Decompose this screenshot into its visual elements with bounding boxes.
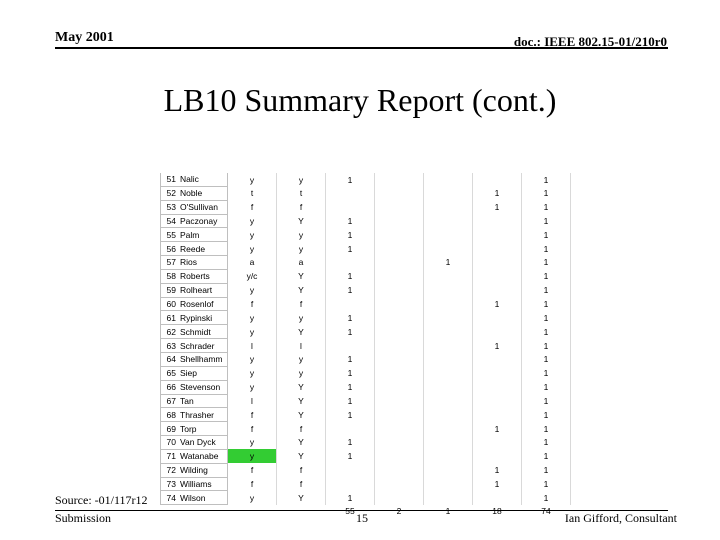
table-cell: 1	[522, 436, 571, 450]
table-cell: 1	[326, 311, 375, 325]
table-row	[161, 380, 571, 394]
table-cell: y/c	[228, 269, 277, 283]
row-number: 51	[161, 173, 179, 186]
table-row	[161, 325, 571, 339]
table-cell	[375, 186, 424, 200]
footer-source: Source: -01/117r12	[55, 493, 148, 507]
table-cell	[424, 297, 473, 311]
table-cell: 1	[522, 228, 571, 242]
row-number: 74	[161, 491, 179, 505]
table-cell	[375, 269, 424, 283]
footer-submission: Submission	[55, 511, 112, 525]
row-number: 61	[161, 311, 179, 325]
row-number: 56	[161, 242, 179, 256]
voter-name: Schmidt	[178, 325, 228, 339]
table-cell: 1	[473, 477, 522, 491]
table-row	[161, 214, 571, 228]
table-cell	[375, 394, 424, 408]
table-row	[161, 491, 571, 505]
table-cell: y	[277, 311, 326, 325]
row-number: 71	[161, 449, 179, 463]
table-cell: 1	[522, 449, 571, 463]
table-cell	[424, 491, 473, 505]
table-cell: 1	[326, 408, 375, 422]
voter-name: O'Sullivan	[178, 200, 228, 214]
row-number: 54	[161, 214, 179, 228]
table-cell: 1	[473, 339, 522, 353]
table-row	[161, 339, 571, 353]
header-rule	[55, 47, 668, 49]
table-cell	[375, 325, 424, 339]
table-cell: f	[277, 463, 326, 477]
table-cell: 1	[522, 491, 571, 505]
table-cell	[473, 242, 522, 256]
row-number: 69	[161, 422, 179, 436]
table-cell	[375, 311, 424, 325]
table-cell	[424, 242, 473, 256]
table-row	[161, 228, 571, 242]
table-row	[161, 422, 571, 436]
voter-name: Wilson	[178, 491, 228, 505]
table-row	[161, 352, 571, 366]
table-cell: 1	[326, 269, 375, 283]
table-cell	[375, 228, 424, 242]
table-cell: Y	[277, 436, 326, 450]
table-cell: 1	[522, 463, 571, 477]
table-cell	[473, 256, 522, 270]
row-number: 57	[161, 256, 179, 270]
table-cell	[424, 214, 473, 228]
row-number: 59	[161, 283, 179, 297]
table-cell: f	[228, 477, 277, 491]
table-cell: y	[228, 242, 277, 256]
total-cell: 2	[396, 506, 402, 517]
table-cell	[424, 477, 473, 491]
table-cell: y	[277, 242, 326, 256]
table-cell: y	[228, 380, 277, 394]
table-cell: 1	[522, 352, 571, 366]
table-row	[161, 200, 571, 214]
table-cell: 1	[522, 200, 571, 214]
table-row	[161, 394, 571, 408]
table-cell: 1	[326, 228, 375, 242]
table-cell	[424, 269, 473, 283]
table-cell	[326, 186, 375, 200]
table-cell: 1	[522, 408, 571, 422]
table-cell: 1	[522, 394, 571, 408]
table-cell	[473, 491, 522, 505]
voter-name: Nalic	[178, 173, 228, 186]
table-cell	[375, 436, 424, 450]
table-cell: y	[277, 366, 326, 380]
table-cell	[326, 422, 375, 436]
table-cell: 1	[522, 269, 571, 283]
voter-name: Siep	[178, 366, 228, 380]
table-cell: t	[277, 186, 326, 200]
row-number: 62	[161, 325, 179, 339]
table-cell	[375, 491, 424, 505]
total-cell: 1	[445, 506, 451, 517]
voter-name: Van Dyck	[178, 436, 228, 450]
voter-name: Shellhamm	[178, 352, 228, 366]
table-cell: 1	[522, 186, 571, 200]
table-cell	[326, 297, 375, 311]
table-cell	[473, 408, 522, 422]
table-row	[161, 477, 571, 491]
table-cell	[473, 269, 522, 283]
row-number: 58	[161, 269, 179, 283]
row-number: 52	[161, 186, 179, 200]
table-cell: y	[228, 491, 277, 505]
voter-name: Roberts	[178, 269, 228, 283]
table-cell: y	[228, 325, 277, 339]
table-cell: 1	[326, 394, 375, 408]
table-row	[161, 366, 571, 380]
table-cell: 1	[522, 422, 571, 436]
table-cell: f	[228, 422, 277, 436]
table-cell: y	[228, 311, 277, 325]
table-row	[161, 242, 571, 256]
voter-name: Reede	[178, 242, 228, 256]
table-cell	[375, 408, 424, 422]
table-cell: y	[228, 436, 277, 450]
table-cell: f	[228, 463, 277, 477]
table-cell	[375, 242, 424, 256]
table-row	[161, 269, 571, 283]
table-cell	[473, 394, 522, 408]
table-cell: Y	[277, 394, 326, 408]
footer-author: Ian Gifford, Consultant	[564, 511, 677, 525]
table-cell: 1	[326, 352, 375, 366]
table-cell: 1	[424, 256, 473, 270]
voter-name: Torp	[178, 422, 228, 436]
table-cell: 1	[326, 491, 375, 505]
row-number: 64	[161, 352, 179, 366]
table-cell	[424, 339, 473, 353]
table-cell	[326, 463, 375, 477]
table-cell: 1	[522, 366, 571, 380]
table-cell	[424, 366, 473, 380]
table-cell	[326, 256, 375, 270]
table-cell	[424, 173, 473, 186]
table-cell	[473, 352, 522, 366]
row-number: 72	[161, 463, 179, 477]
table-cell: y	[277, 228, 326, 242]
table-row	[161, 297, 571, 311]
table-cell: Y	[277, 449, 326, 463]
table-cell	[424, 394, 473, 408]
row-number: 60	[161, 297, 179, 311]
table-cell: 1	[522, 256, 571, 270]
table-cell	[424, 325, 473, 339]
table-cell: Y	[277, 408, 326, 422]
table-row	[161, 186, 571, 200]
table-cell: y	[228, 366, 277, 380]
table-cell: Y	[277, 325, 326, 339]
table-cell	[424, 311, 473, 325]
table-cell: Y	[277, 283, 326, 297]
table-cell: f	[228, 200, 277, 214]
row-number: 67	[161, 394, 179, 408]
voter-name: Williams	[178, 477, 228, 491]
voter-name: Tan	[178, 394, 228, 408]
table-cell	[375, 366, 424, 380]
table-cell: 1	[522, 214, 571, 228]
empty-cell	[161, 505, 179, 518]
row-number: 65	[161, 366, 179, 380]
table-cell: a	[277, 256, 326, 270]
table-row	[161, 449, 571, 463]
page-number: 15	[356, 511, 368, 525]
table-cell: f	[277, 477, 326, 491]
table-cell	[375, 422, 424, 436]
table-cell	[473, 436, 522, 450]
table-cell	[424, 449, 473, 463]
table-cell	[375, 477, 424, 491]
table-cell: 1	[522, 173, 571, 186]
table-cell	[375, 173, 424, 186]
voter-name: Wilding	[178, 463, 228, 477]
table-row	[161, 463, 571, 477]
table-row	[161, 283, 571, 297]
table-cell: t	[228, 186, 277, 200]
table-cell: y	[228, 214, 277, 228]
table-cell: y	[228, 352, 277, 366]
table-cell	[424, 422, 473, 436]
table-cell: 1	[326, 436, 375, 450]
voter-name: Rypinski	[178, 311, 228, 325]
row-number: 63	[161, 339, 179, 353]
table-cell: y	[277, 352, 326, 366]
table-cell: y	[277, 173, 326, 186]
table-cell	[375, 339, 424, 353]
table-cell	[473, 449, 522, 463]
table-cell	[326, 200, 375, 214]
table-cell: 1	[473, 186, 522, 200]
slide-title: LB10 Summary Report (cont.)	[163, 82, 557, 118]
voter-name: Palm	[178, 228, 228, 242]
table-cell	[473, 380, 522, 394]
table-cell: f	[228, 297, 277, 311]
empty-cell	[178, 505, 228, 518]
empty-cell	[228, 505, 277, 518]
table-cell	[326, 339, 375, 353]
table-row	[161, 408, 571, 422]
table-cell: l	[228, 394, 277, 408]
voter-name: Rios	[178, 256, 228, 270]
row-number: 55	[161, 228, 179, 242]
table-cell	[473, 311, 522, 325]
table-cell	[375, 352, 424, 366]
table-row	[161, 436, 571, 450]
table-cell: 1	[522, 242, 571, 256]
header-date: May 2001	[55, 30, 114, 45]
table-cell	[424, 463, 473, 477]
voter-name: Thrasher	[178, 408, 228, 422]
row-number: 68	[161, 408, 179, 422]
table-cell: 1	[522, 380, 571, 394]
table-cell: f	[228, 408, 277, 422]
table-cell: Y	[277, 269, 326, 283]
table-cell	[424, 200, 473, 214]
table-cell: l	[277, 339, 326, 353]
table-cell: Y	[277, 380, 326, 394]
voter-name: Noble	[178, 186, 228, 200]
table-cell	[424, 352, 473, 366]
voter-name: Rolheart	[178, 283, 228, 297]
table-cell: 1	[326, 173, 375, 186]
table-cell	[473, 173, 522, 186]
voter-name: Rosenlof	[178, 297, 228, 311]
table-cell: y	[228, 173, 277, 186]
table-cell	[326, 477, 375, 491]
table-cell: 1	[522, 283, 571, 297]
table-cell: 1	[522, 311, 571, 325]
table-cell: 1	[473, 297, 522, 311]
table-cell: f	[277, 422, 326, 436]
row-number: 70	[161, 436, 179, 450]
table-cell: y	[228, 283, 277, 297]
summary-table	[160, 173, 571, 518]
table-cell	[375, 283, 424, 297]
row-number: 53	[161, 200, 179, 214]
voter-name: Schrader	[178, 339, 228, 353]
table-cell: f	[277, 297, 326, 311]
table-cell	[375, 214, 424, 228]
table-cell: 1	[522, 297, 571, 311]
voter-name: Paczonay	[178, 214, 228, 228]
table-cell: 1	[326, 449, 375, 463]
voter-name: Stevenson	[178, 380, 228, 394]
table-cell: 1	[326, 283, 375, 297]
table-cell	[473, 214, 522, 228]
table-cell	[424, 228, 473, 242]
table-cell	[473, 228, 522, 242]
table-cell: 1	[326, 366, 375, 380]
table-row	[161, 256, 571, 270]
header-doc-id: doc.: IEEE 802.15-01/210r0	[513, 34, 667, 49]
table-cell: 1	[522, 339, 571, 353]
table-cell	[473, 325, 522, 339]
table-cell: 1	[522, 477, 571, 491]
table-cell	[375, 297, 424, 311]
table-cell	[424, 186, 473, 200]
total-cell: 55	[345, 506, 355, 517]
table-cell	[473, 366, 522, 380]
table-cell: y	[228, 449, 277, 463]
table-cell: Y	[277, 491, 326, 505]
table-cell	[375, 449, 424, 463]
table-cell: l	[228, 339, 277, 353]
table-cell	[424, 408, 473, 422]
table-cell: 1	[473, 422, 522, 436]
total-cell: 74	[541, 506, 551, 517]
table-cell	[473, 283, 522, 297]
table-cell: 1	[326, 380, 375, 394]
row-number: 66	[161, 380, 179, 394]
table-cell	[424, 380, 473, 394]
row-number: 73	[161, 477, 179, 491]
table-cell	[375, 380, 424, 394]
table-cell	[424, 283, 473, 297]
table-cell: a	[228, 256, 277, 270]
table-cell: Y	[277, 214, 326, 228]
table-cell	[375, 463, 424, 477]
table-row	[161, 311, 571, 325]
empty-cell	[277, 505, 326, 518]
table-cell: 1	[473, 200, 522, 214]
table-cell: 1	[473, 463, 522, 477]
table-cell: y	[228, 228, 277, 242]
table-cell: f	[277, 200, 326, 214]
table-cell	[375, 256, 424, 270]
voter-name: Watanabe	[178, 449, 228, 463]
table-cell: 1	[522, 325, 571, 339]
table-row	[161, 173, 571, 186]
table-cell	[424, 436, 473, 450]
table-cell: 1	[326, 214, 375, 228]
table-cell: 1	[326, 242, 375, 256]
table-cell: 1	[326, 325, 375, 339]
table-cell	[375, 200, 424, 214]
total-cell: 18	[492, 506, 502, 517]
